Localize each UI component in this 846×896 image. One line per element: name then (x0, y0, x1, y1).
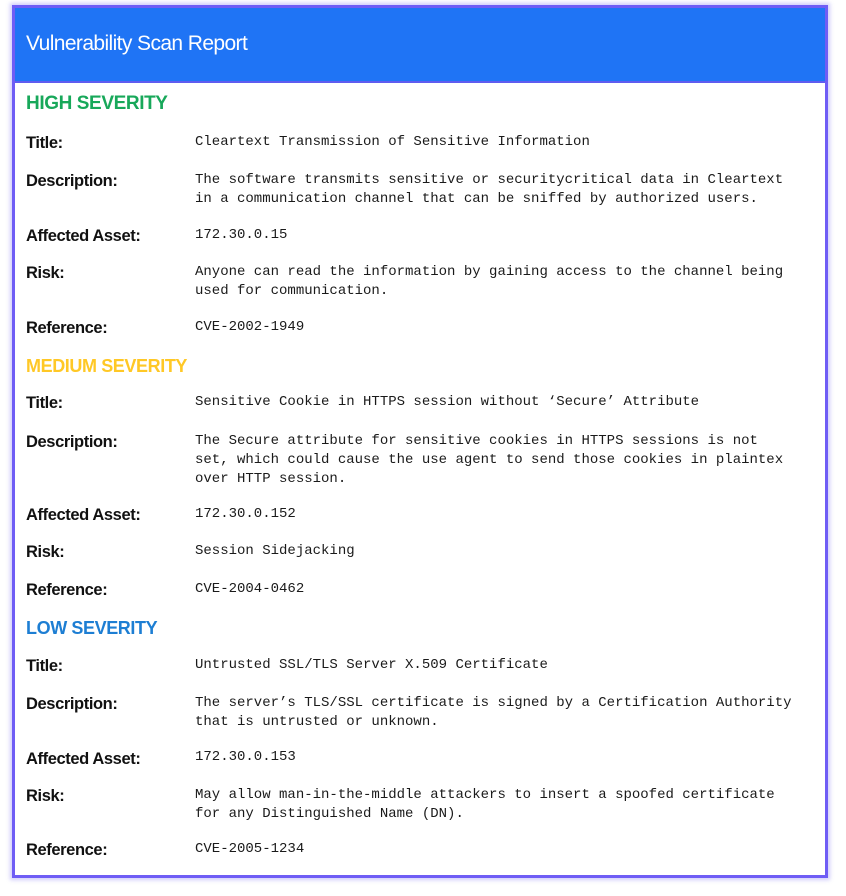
severity-heading-low: LOW SEVERITY (26, 618, 158, 638)
field-value-description: The software transmits sensitive or securitycritical data in Cleartext in a communication channel that can be sniffed by authorized users. (195, 172, 784, 207)
field-label-title: Title: (26, 657, 63, 675)
field-label-title: Title: (26, 134, 63, 152)
field-value-affected-asset: 172.30.0.15 (195, 227, 288, 243)
field-label-risk: Risk: (26, 543, 65, 561)
severity-heading-medium: MEDIUM SEVERITY (26, 356, 188, 376)
field-value-reference: CVE-2002-1949 (195, 319, 305, 335)
field-label-reference: Reference: (26, 581, 108, 599)
field-value-affected-asset: 172.30.0.153 (195, 749, 296, 765)
field-value-risk: May allow man-in-the-middle attackers to insert a spoofed certificate for any Distinguished Name (DN). (195, 787, 775, 822)
field-label-description: Description: (26, 433, 118, 451)
field-label-description: Description: (26, 695, 118, 713)
field-value-description: The Secure attribute for sensitive cookies in HTTPS sessions is not set, which could cause the use agent to send those cookies in plaintex over HTTP session. (195, 433, 784, 487)
field-value-risk: Session Sidejacking (195, 543, 355, 559)
field-label-reference: Reference: (26, 841, 108, 859)
field-value-reference: CVE-2005-1234 (195, 841, 305, 857)
report-title: Vulnerability Scan Report (26, 32, 248, 55)
field-value-title: Cleartext Transmission of Sensitive Information (195, 134, 590, 150)
field-label-risk: Risk: (26, 264, 65, 282)
field-value-description: The server’s TLS/SSL certificate is signed by a Certification Authority that is untrusted or unknown. (195, 695, 792, 730)
field-value-reference: CVE-2004-0462 (195, 581, 305, 597)
field-label-affected-asset: Affected Asset: (26, 506, 141, 524)
field-label-description: Description: (26, 172, 118, 190)
field-label-reference: Reference: (26, 319, 108, 337)
field-value-risk: Anyone can read the information by gaining access to the channel being used for communication. (195, 264, 784, 299)
field-value-title: Untrusted SSL/TLS Server X.509 Certificate (195, 657, 548, 673)
report-header (15, 8, 825, 83)
field-label-affected-asset: Affected Asset: (26, 750, 141, 768)
field-label-risk: Risk: (26, 787, 65, 805)
field-value-affected-asset: 172.30.0.152 (195, 506, 296, 522)
field-label-affected-asset: Affected Asset: (26, 227, 141, 245)
severity-heading-high: HIGH SEVERITY (26, 93, 168, 114)
field-value-title: Sensitive Cookie in HTTPS session without ‘Secure’ Attribute (195, 394, 700, 410)
report-frame (12, 5, 828, 878)
field-label-title: Title: (26, 394, 63, 412)
